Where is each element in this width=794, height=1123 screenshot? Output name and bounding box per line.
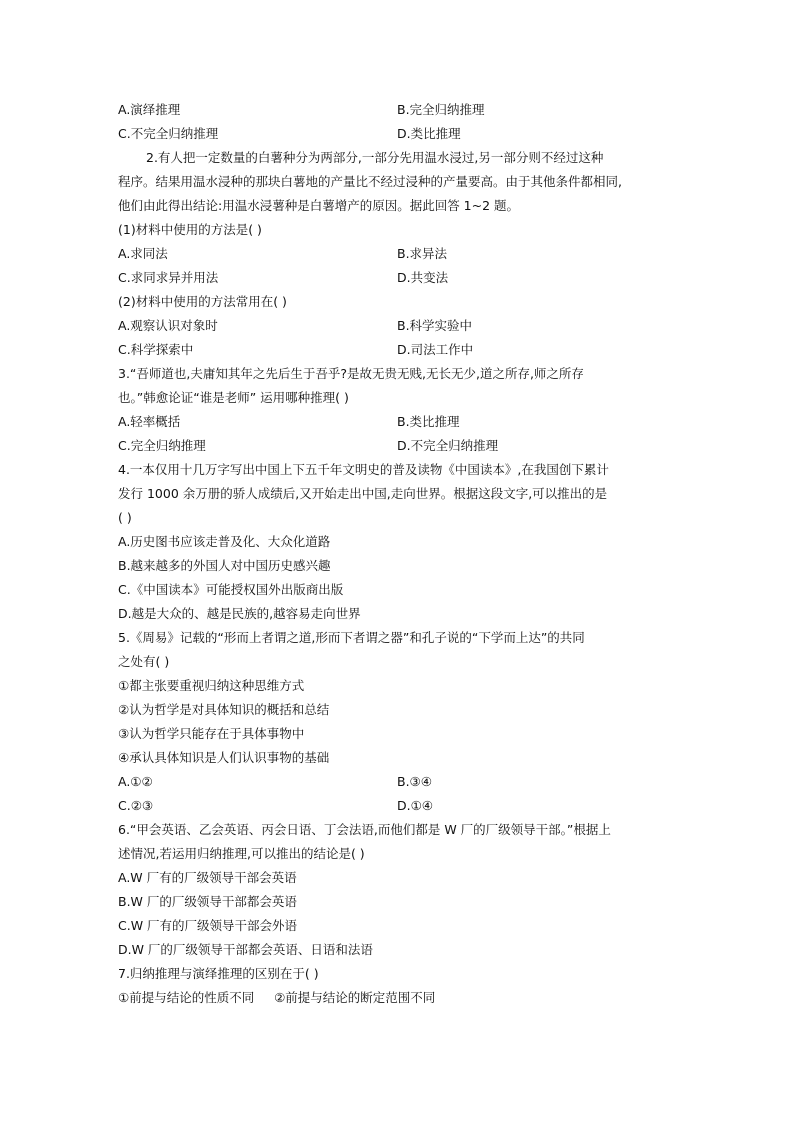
q5-option-c: C.②③ [118, 798, 154, 813]
q6-stem-line-1: 6.“甲会英语、乙会英语、丙会日语、丁会法语,而他们都是 W 厂的厂级领导干部。”根据上 [118, 822, 611, 837]
q4-stem-line-3: ( ) [118, 510, 132, 525]
q2-sub1-question: (1)材料中使用的方法是( ) [118, 222, 262, 237]
q2-stem-line-2: 程序。结果用温水浸种的那块白薯地的产量比不经过浸种的产量要高。由于其他条件都相同, [118, 174, 622, 189]
q7-items: ①前提与结论的性质不同 ②前提与结论的断定范围不同 [118, 990, 436, 1005]
q2-sub1-option-c: C.求同求异并用法 [118, 270, 219, 285]
q6-option-d: D.W 厂的厂级领导干部都会英语、日语和法语 [118, 942, 373, 957]
q5-item-1: ①都主张要重视归纳这种思维方式 [118, 678, 305, 693]
q3-stem-line-1: 3.“吾师道也,夫庸知其年之先后生于吾乎?是故无贵无贱,无长无少,道之所存,师之所存 [118, 366, 584, 381]
q5-item-3: ③认为哲学只能存在于具体事物中 [118, 726, 305, 741]
q2-sub2-option-d: D.司法工作中 [397, 342, 474, 357]
q4-option-b: B.越来越多的外国人对中国历史感兴趣 [118, 558, 331, 573]
q4-option-a: A.历史图书应该走普及化、大众化道路 [118, 534, 331, 549]
q5-stem-line-2: 之处有( ) [118, 654, 170, 669]
q3-option-b: B.类比推理 [397, 414, 460, 429]
q2-sub1-option-d: D.共变法 [397, 270, 449, 285]
q6-stem-line-2: 述情况,若运用归纳推理,可以推出的结论是( ) [118, 846, 365, 861]
q4-stem-line-2: 发行 1000 余万册的骄人成绩后,又开始走出中国,走向世界。根据这段文字,可以推出的是 [118, 486, 608, 501]
q2-sub2-option-c: C.科学探索中 [118, 342, 194, 357]
q3-option-c: C.完全归纳推理 [118, 438, 206, 453]
q2-sub2-option-a: A.观察认识对象时 [118, 318, 218, 333]
q1-option-c: C.不完全归纳推理 [118, 126, 219, 141]
q3-stem-line-2: 也。”韩愈论证“谁是老师” 运用哪种推理( ) [118, 390, 349, 405]
q2-stem-line-1: 2.有人把一定数量的白薯种分为两部分,一部分先用温水浸过,另一部分则不经过这种 [146, 150, 604, 165]
q2-sub2-question: (2)材料中使用的方法常用在( ) [118, 294, 287, 309]
q3-option-a: A.轻率概括 [118, 414, 181, 429]
q2-sub1-option-b: B.求异法 [397, 246, 448, 261]
q5-item-4: ④承认具体知识是人们认识事物的基础 [118, 750, 330, 765]
q2-sub2-option-b: B.科学实验中 [397, 318, 473, 333]
q5-option-a: A.①② [118, 774, 153, 789]
q4-stem-line-1: 4.一本仅用十几万字写出中国上下五千年文明史的普及读物《中国读本》,在我国创下累计 [118, 462, 609, 477]
q4-option-c: C.《中国读本》可能授权国外出版商出版 [118, 582, 344, 597]
q4-option-d: D.越是大众的、越是民族的,越容易走向世界 [118, 606, 361, 621]
q1-option-a: A.演绎推理 [118, 102, 181, 117]
q1-option-d: D.类比推理 [397, 126, 461, 141]
q1-option-b: B.完全归纳推理 [397, 102, 485, 117]
q6-option-b: B.W 厂的厂级领导干部都会英语 [118, 894, 297, 909]
q5-option-b: B.③④ [397, 774, 432, 789]
q3-option-d: D.不完全归纳推理 [397, 438, 499, 453]
q6-option-a: A.W 厂有的厂级领导干部会英语 [118, 870, 297, 885]
q7-stem: 7.归纳推理与演绎推理的区别在于( ) [118, 966, 319, 981]
q2-sub1-option-a: A.求同法 [118, 246, 168, 261]
q5-item-2: ②认为哲学是对具体知识的概括和总结 [118, 702, 330, 717]
q5-option-d: D.①④ [397, 798, 434, 813]
q6-option-c: C.W 厂有的厂级领导干部会外语 [118, 918, 298, 933]
q5-stem-line-1: 5.《周易》记载的“形而上者谓之道,形而下者谓之器”和孔子说的“下学而上达”的共同 [118, 630, 585, 645]
q2-stem-line-3: 他们由此得出结论:用温水浸薯种是白薯增产的原因。据此回答 1~2 题。 [118, 198, 520, 213]
